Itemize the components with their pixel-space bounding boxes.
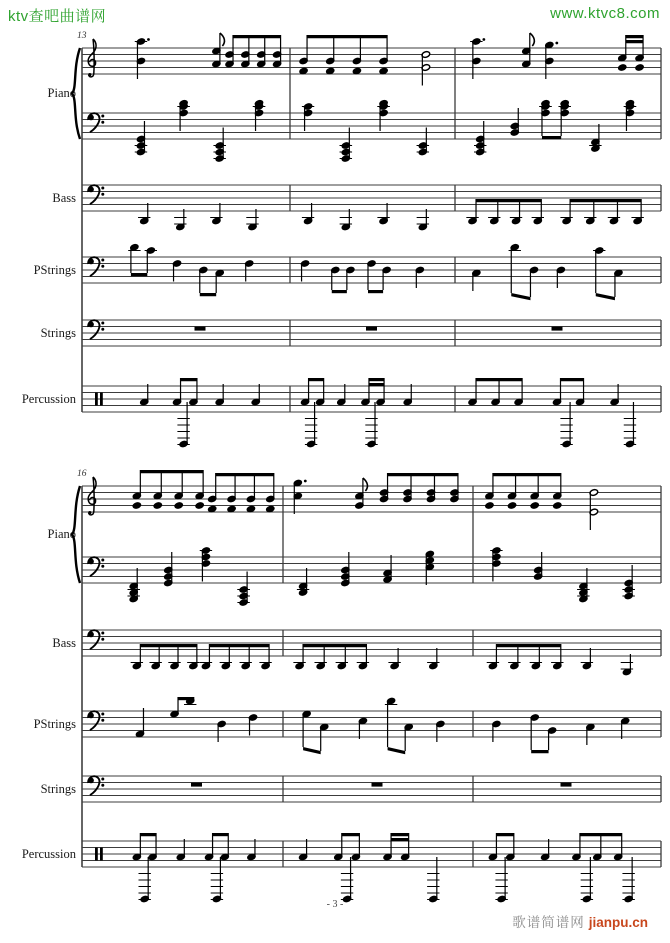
treble-clef-icon xyxy=(88,39,96,77)
beam xyxy=(388,747,406,754)
beam xyxy=(307,35,387,38)
notehead xyxy=(553,502,562,510)
staff-piano-treble xyxy=(82,33,661,86)
whole-rest xyxy=(561,783,572,787)
site-watermark-left: ktv查吧曲谱网 xyxy=(8,8,107,25)
beam xyxy=(596,293,615,300)
notehead xyxy=(635,64,644,72)
beam xyxy=(303,747,321,754)
staff-strings xyxy=(82,776,661,802)
beam xyxy=(580,833,622,836)
bass-clef-icon xyxy=(88,113,104,132)
instrument-label-piano: Piano xyxy=(47,527,76,541)
instrument-label-bass: Bass xyxy=(52,636,76,650)
staff-piano-bass xyxy=(82,547,661,607)
site-watermark-right: www.ktvc8.com xyxy=(550,5,660,22)
staff-piano-bass xyxy=(82,99,661,162)
beam xyxy=(496,833,513,836)
beam xyxy=(209,644,269,647)
bass-clef-icon xyxy=(88,185,104,204)
beam xyxy=(303,644,366,647)
beam xyxy=(626,35,643,38)
staff-pstrings xyxy=(82,697,661,754)
bass-clef-icon xyxy=(88,711,104,730)
beam xyxy=(233,35,281,38)
staff-percussion xyxy=(82,833,661,903)
footer-site-name: 歌谱简谱网 xyxy=(512,915,585,930)
notehead xyxy=(132,502,141,510)
beam xyxy=(542,136,561,139)
beam xyxy=(388,473,458,476)
beam xyxy=(369,378,384,381)
bass-clef-icon xyxy=(88,630,104,649)
notehead xyxy=(195,502,204,510)
beam xyxy=(476,199,541,202)
beam xyxy=(178,697,194,700)
piano-brace-icon xyxy=(72,486,80,583)
instrument-label-bass: Bass xyxy=(52,191,76,205)
beam xyxy=(332,290,347,293)
beam xyxy=(131,273,147,276)
instrument-label-percussion: Percussion xyxy=(21,392,76,406)
whole-rest xyxy=(366,327,377,331)
beam xyxy=(476,378,522,381)
footer-site-url: jianpu.cn xyxy=(588,915,648,930)
instrument-label-strings: Strings xyxy=(40,326,76,340)
beam xyxy=(200,293,216,296)
measure-number: 13 xyxy=(77,31,87,41)
instrument-label-pstrings: PStrings xyxy=(33,263,76,277)
bass-clef-icon xyxy=(88,320,104,339)
beam xyxy=(181,378,197,381)
whole-rest xyxy=(552,327,563,331)
beam xyxy=(626,40,643,43)
staff-bass xyxy=(82,630,661,676)
instrument-label-percussion: Percussion xyxy=(21,847,76,861)
beam xyxy=(561,378,584,381)
bass-clef-icon xyxy=(88,776,104,795)
beam xyxy=(493,473,561,476)
score-system-1 xyxy=(22,31,661,448)
notehead xyxy=(485,502,494,510)
staff-pstrings xyxy=(82,243,661,300)
measure-number: 16 xyxy=(77,469,87,479)
notehead xyxy=(618,64,627,72)
beam xyxy=(213,833,229,836)
notehead xyxy=(530,502,539,510)
beam xyxy=(140,644,197,647)
beam xyxy=(570,199,641,202)
piano-brace-icon xyxy=(72,48,80,139)
beam xyxy=(309,378,324,381)
bass-clef-icon xyxy=(88,557,104,576)
instrument-label-piano: Piano xyxy=(47,86,76,100)
whole-rest xyxy=(191,783,202,787)
beam xyxy=(216,473,274,476)
beam xyxy=(391,833,409,836)
treble-clef-icon xyxy=(88,477,96,515)
notehead xyxy=(507,502,516,510)
beam xyxy=(140,470,203,473)
page-number: - 3 - xyxy=(326,899,344,910)
beam xyxy=(368,290,383,293)
beam xyxy=(140,833,156,836)
staff-percussion xyxy=(82,378,661,448)
beam xyxy=(342,833,360,836)
notehead xyxy=(174,502,183,510)
staff-bass xyxy=(82,185,661,231)
beam xyxy=(369,383,384,386)
whole-rest xyxy=(372,783,383,787)
staff-strings xyxy=(82,320,661,346)
instrument-label-pstrings: PStrings xyxy=(33,717,76,731)
footer-site-watermark xyxy=(512,911,648,931)
beam xyxy=(391,838,409,841)
score-system-2 xyxy=(22,469,661,903)
instrument-label-strings: Strings xyxy=(40,782,76,796)
beam xyxy=(511,293,530,300)
notehead xyxy=(153,502,162,510)
staff-piano-treble xyxy=(82,470,661,530)
bass-clef-icon xyxy=(88,257,104,276)
whole-rest xyxy=(195,327,206,331)
beam xyxy=(496,644,560,647)
beam xyxy=(531,750,548,753)
